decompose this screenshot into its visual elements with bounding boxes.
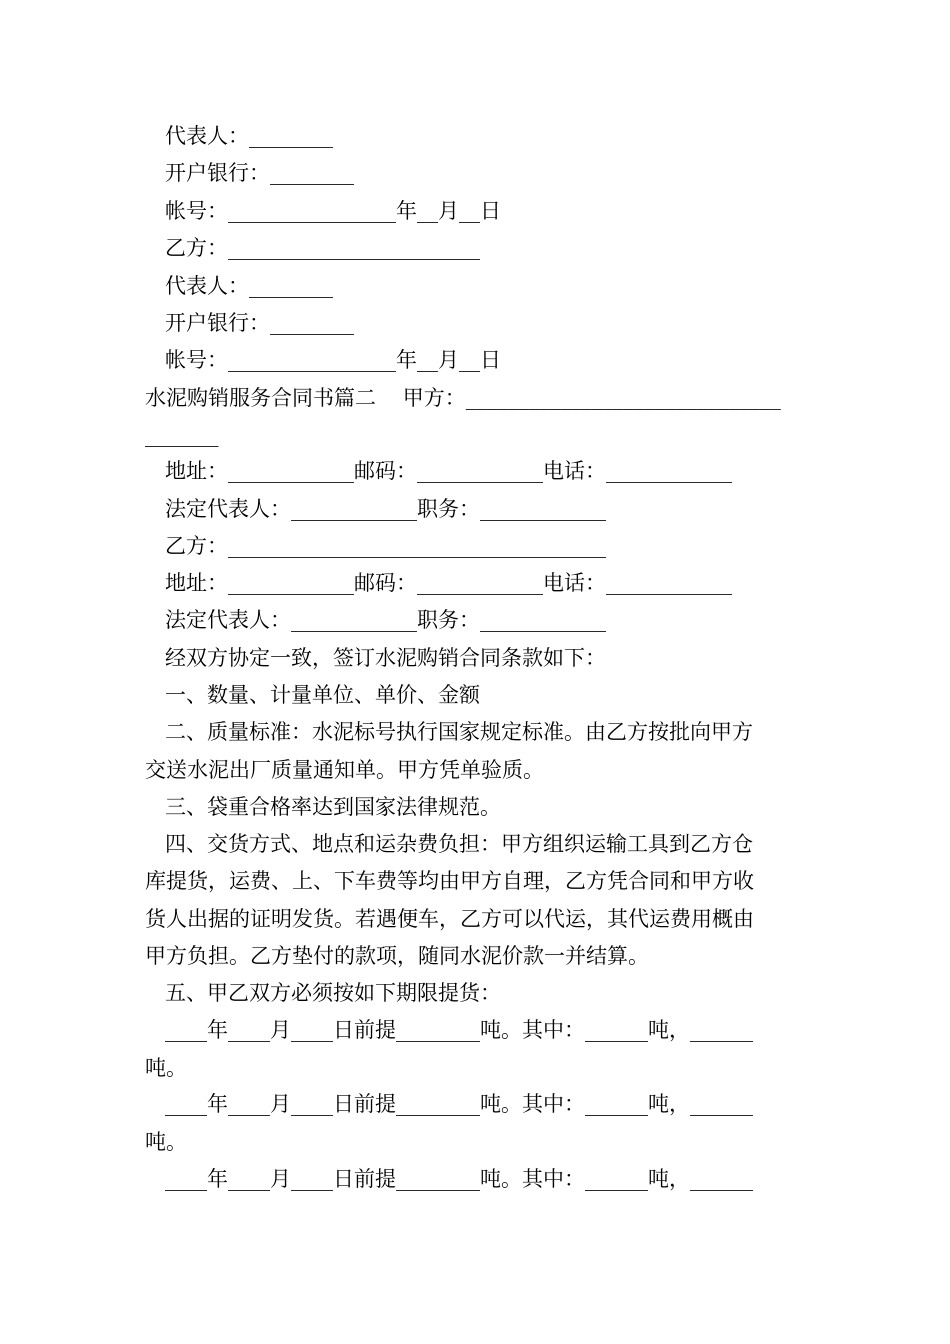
clause-4-line-3: 货人出据的证明发货。若遇便车，乙方可以代运，其代运费用概由 [145, 907, 754, 931]
schedule-2-unit-line: 吨。 [145, 1130, 187, 1154]
legal-rep-a-line: 法定代表人：____________职务：____________ [165, 497, 606, 521]
clause-2-line-1: 二、质量标准：水泥标号执行国家规定标准。由乙方按批向甲方 [165, 720, 753, 744]
schedule-1-line: ____年____月____日前提________吨。其中：______吨，______ [165, 1018, 753, 1042]
account-b-line: 帐号：________________年__月__日 [165, 348, 501, 372]
section-title-line: 水泥购销服务合同书篇二 甲方：______________________________ [145, 386, 781, 410]
bank-a-line: 开户银行：________ [165, 161, 354, 185]
schedule-3-line: ____年____月____日前提________吨。其中：______吨，______ [165, 1167, 753, 1191]
clause-5-line: 五、甲乙双方必须按如下期限提货： [165, 981, 501, 1005]
party-b-line: 乙方：________________________ [165, 236, 480, 260]
clause-4-line-1: 四、交货方式、地点和运杂费负担：甲方组织运输工具到乙方仓 [165, 832, 753, 856]
schedule-1-unit-line: 吨。 [145, 1056, 187, 1080]
bank-b-line: 开户银行：________ [165, 311, 354, 335]
address-a-line: 地址：____________邮码：____________电话：____________ [165, 459, 732, 483]
clause-4-line-2: 库提货，运费、上、下车费等均由甲方自理，乙方凭合同和甲方收 [145, 869, 754, 893]
rep-a-line: 代表人：________ [165, 124, 333, 148]
clause-4-line-4: 甲方负担。乙方垫付的款项，随同水泥价款一并结算。 [145, 944, 649, 968]
address-b-line: 地址：____________邮码：____________电话：____________ [165, 571, 732, 595]
rep-b-line: 代表人：________ [165, 274, 333, 298]
clause-3-line: 三、袋重合格率达到国家法律规范。 [165, 795, 501, 819]
clause-2-line-2: 交送水泥出厂质量通知单。甲方凭单验质。 [145, 758, 544, 782]
agreement-intro-line: 经双方协定一致，签订水泥购销合同条款如下： [165, 646, 606, 670]
legal-rep-b-line: 法定代表人：____________职务：____________ [165, 608, 606, 632]
party-a-continuation-line: _______ [145, 423, 219, 447]
schedule-2-line: ____年____月____日前提________吨。其中：______吨，______ [165, 1092, 753, 1116]
account-a-line: 帐号：________________年__月__日 [165, 199, 501, 223]
clause-1-line: 一、数量、计量单位、单价、金额 [165, 683, 480, 707]
party-b2-line: 乙方：____________________________________ [165, 534, 606, 558]
